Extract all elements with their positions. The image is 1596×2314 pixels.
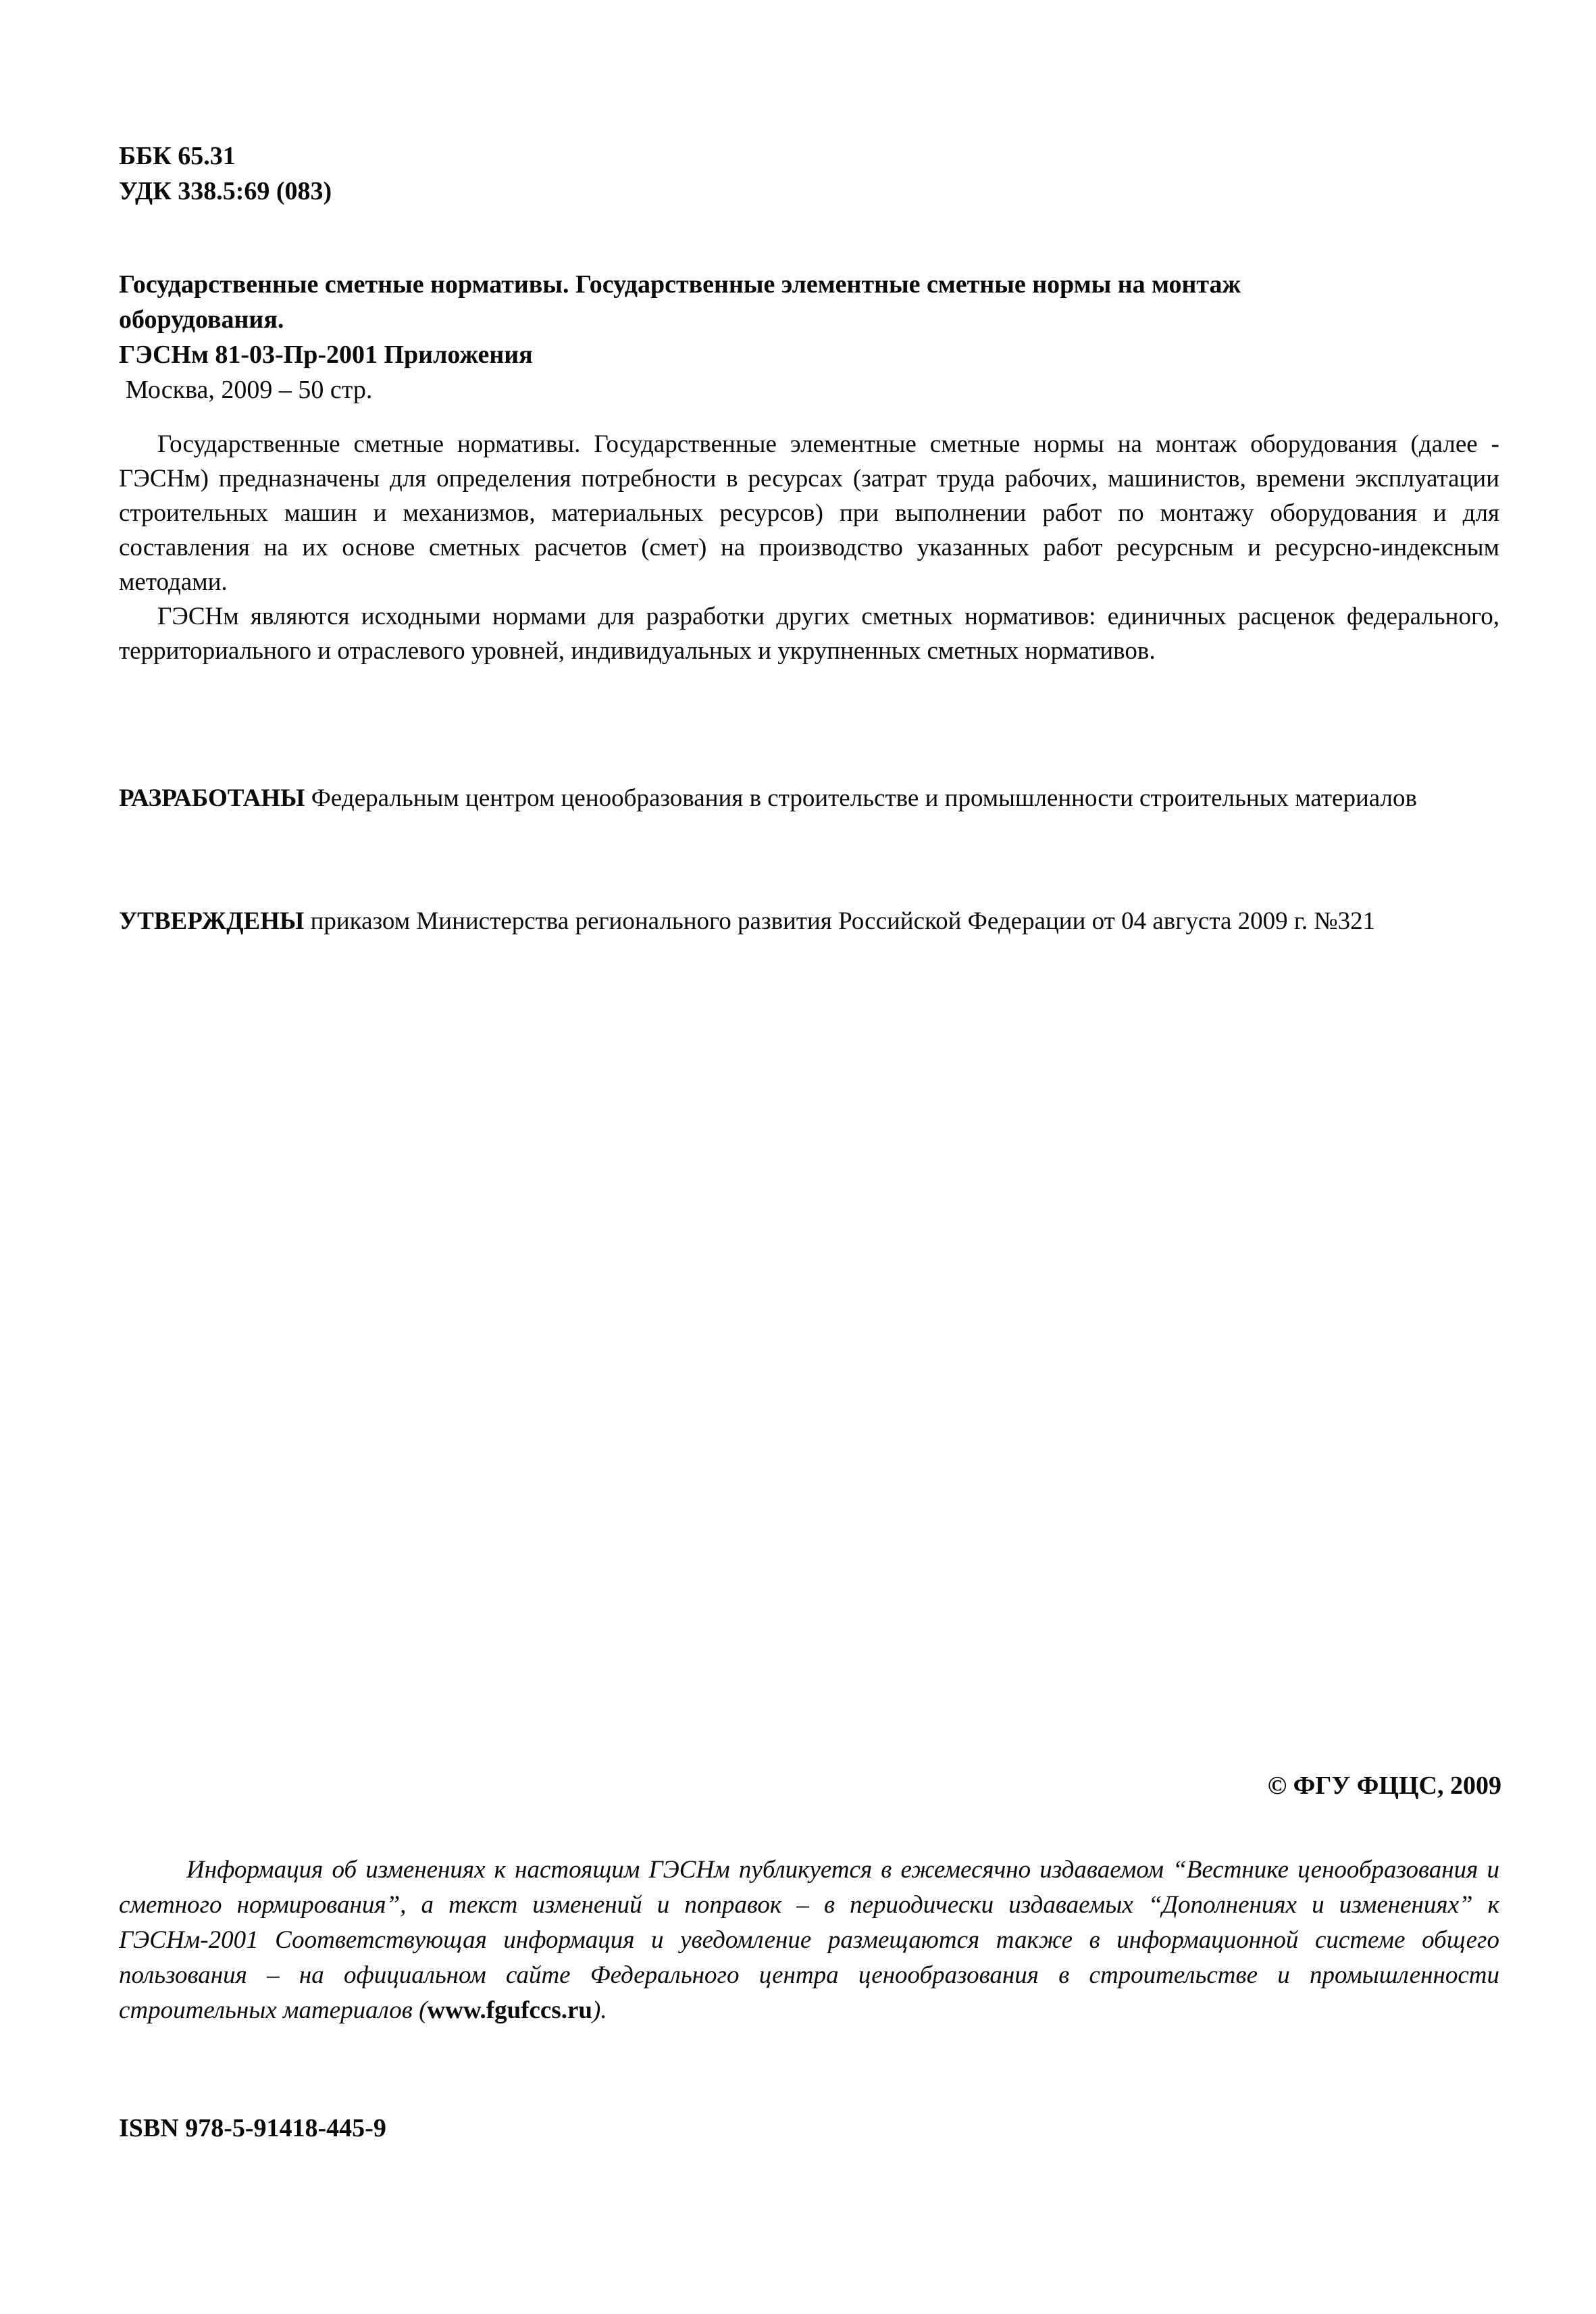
title-line-1: Государственные сметные нормативы. Государственные элементные сметные нормы на монтаж (119, 270, 1241, 299)
website-link[interactable]: www.fgufccs.ru (427, 1996, 592, 2024)
approved-text: приказом Министерства регионального развития Российской Федерации от 04 августа 2009 г. №321 (310, 907, 1376, 935)
udk-code: УДК 338.5:69 (083) (119, 177, 332, 205)
isbn: ISBN 978-5-91418-445-9 (119, 2114, 386, 2142)
copyright: © ФГУ ФЦЦС, 2009 (1267, 1771, 1501, 1800)
title-line-2: оборудования. (119, 305, 284, 334)
developed-text: Федеральным центром ценообразования в строительстве и промышленности строительных материалов (311, 784, 1417, 812)
classification-codes (119, 139, 1499, 209)
imprint: Москва, 2009 – 50 стр. (126, 376, 373, 404)
update-info (119, 1853, 1499, 2028)
developed-by (119, 781, 1499, 815)
approved-label: УТВЕРЖДЕНЫ (119, 907, 305, 935)
developed-label: РАЗРАБОТАНЫ (119, 784, 305, 812)
bbk-code: ББК 65.31 (119, 142, 236, 170)
document-code: ГЭСНм 81-03-Пр-2001 Приложения (119, 341, 533, 369)
abstract-paragraph-2: ГЭСНм являются исходными нормами для разработки других сметных нормативов: единичных расценок федерального, территориального и отраслевого уровней, индивидуальных и укрупненных сметных нормативов. (119, 603, 1499, 665)
title-block (119, 267, 1499, 407)
update-info-text: Информация об изменениях к настоящим ГЭСНм публикуется в ежемесячно издаваемом “Вестнике ценообразования и сметного нормирования”, а текст изменений и поправок – в периодически издаваемых “Дополнениях и изменениях” к ГЭСНм-2001 Соответствующая информация и уведомление размещаются также в информационной системе общего пользования – на официальном сайте Федерального центра ценообразования в строительстве и промышленности строительных материалов ( (119, 1856, 1499, 2024)
approved-by (119, 904, 1499, 938)
abstract (119, 427, 1499, 668)
update-info-tail: ). (592, 1996, 607, 2024)
abstract-paragraph-1: Государственные сметные нормативы. Государственные элементные сметные нормы на монтаж оборудования (далее - ГЭСНм) предназначены для определения потребности в ресурсах (затрат труда рабочих, машинистов, времени эксплуатации строительных машин и механизмов, материальных ресурсов) при выполнении работ по монтажу оборудования и для составления на их основе сметных расчетов (смет) на производство указанных работ ресурсным и ресурсно-индексным методами. (119, 430, 1499, 596)
